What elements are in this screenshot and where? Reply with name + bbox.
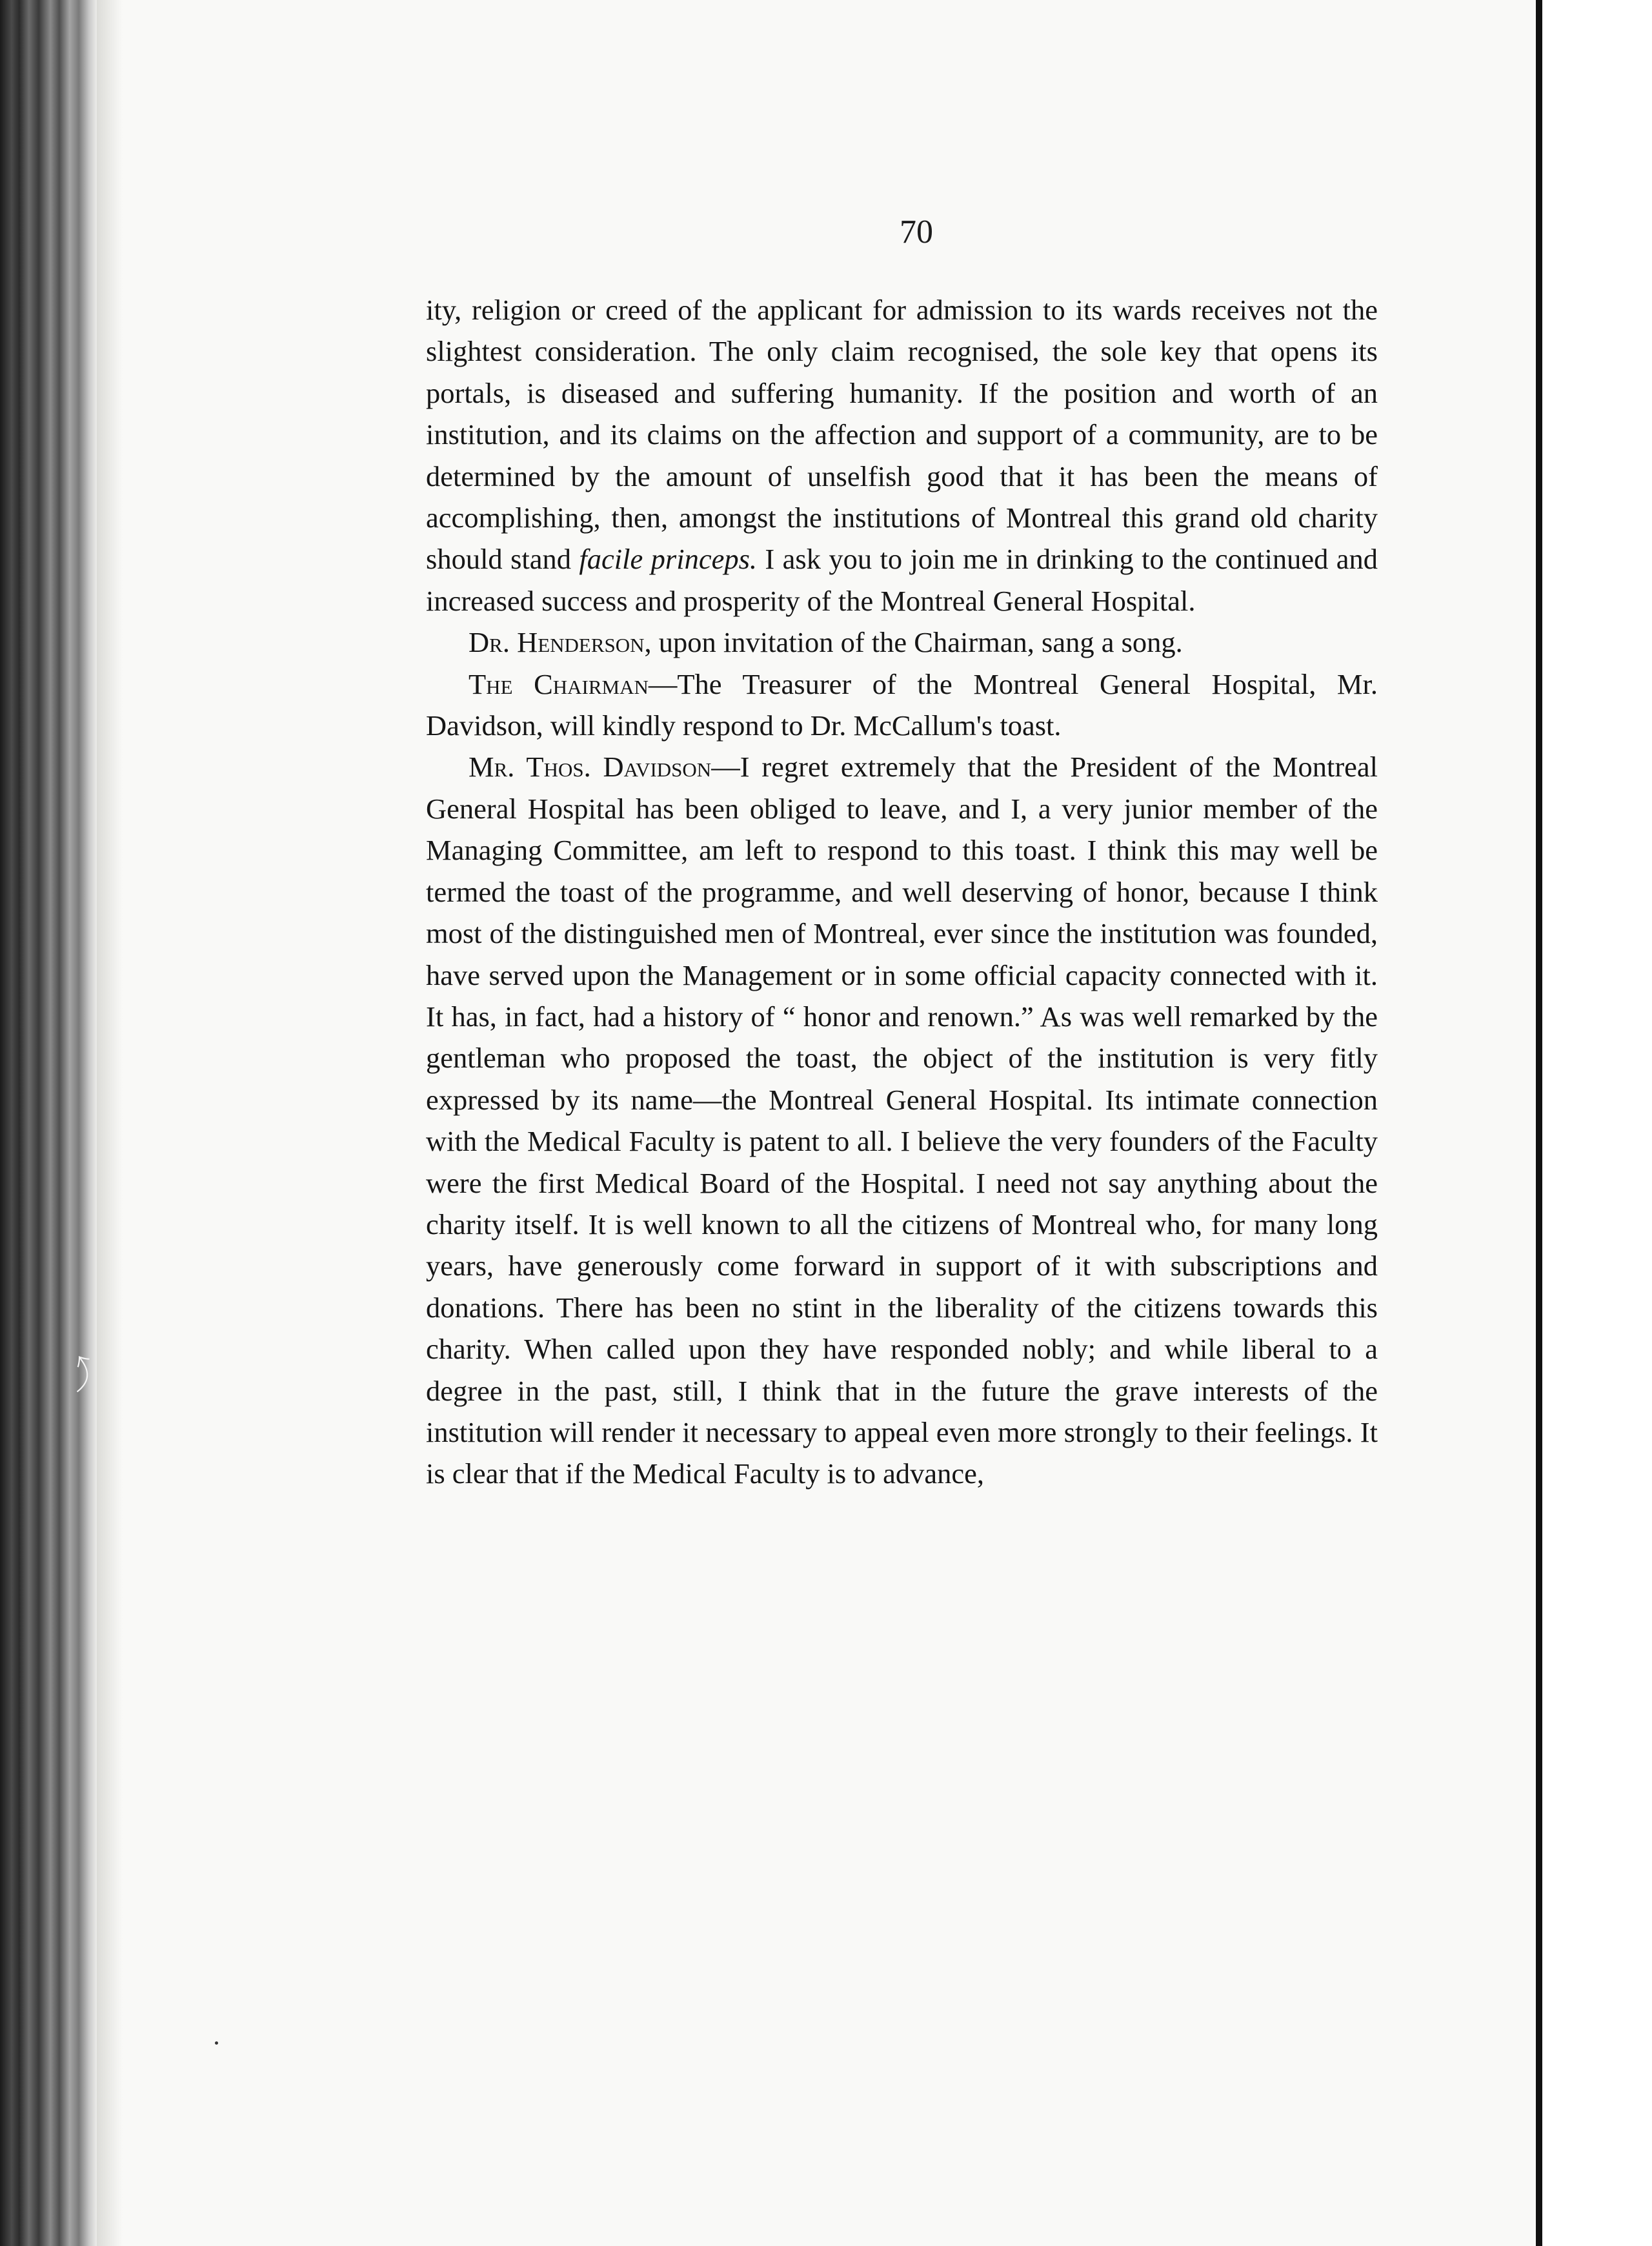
speaker-name: Dr. Henderson, (468, 626, 652, 659)
latin-phrase: facile princeps. (579, 543, 758, 576)
page-number: 70 (900, 214, 933, 250)
speaker-name: Mr. Thos. Davidson (468, 751, 712, 784)
paragraph-text: upon invitation of the Chairman, sang a song. (651, 626, 1183, 659)
paragraph-henderson (426, 622, 1378, 663)
speaker-name: The Chairman (468, 667, 649, 700)
gutter-shadow (97, 0, 123, 2246)
paragraph-chairman (426, 663, 1378, 747)
paragraph-continuation (426, 289, 1378, 622)
pencil-arrow-mark-icon: ⤴ (58, 1350, 105, 1397)
book-spine-edge (0, 0, 97, 2246)
right-border-rule (1536, 0, 1542, 2246)
paragraph-text: —The Treasurer of the Montreal General Hospital, Mr. Davidson, will kindly respond to Dr. McCallum's toast. (426, 667, 1378, 742)
paragraph-text-tail: I ask you to join me in drinking to the continued and increased success and prosperity of the Montreal General Hospital. (426, 543, 1378, 617)
right-margin (1542, 0, 1652, 2246)
page-body (426, 289, 1378, 1495)
ink-speck (215, 2041, 218, 2045)
paragraph-text: ity, religion or creed of the applicant for admission to its wards receives not the slightest consideration. The only claim recognised, the sole key that opens its portals, is diseased and suffering humanity. If the position and worth of an institution, and its claims on the affection and support of a community, are to be determined by the amount of unselfish good that it has been the means of accomplishing, then, amongst the institutions of Montreal this grand old charity should stand (426, 294, 1378, 576)
paragraph-text: —I regret extremely that the President of the Montreal General Hospital has been obliged to leave, and I, a very junior member of the Managing Committee, am left to respond to this toast. I think this may well be termed the toast of the programme, and well deserving of honor, because I think most of the distinguished men of Montreal, ever since the institution was founded, have served upon the Management or in some official capacity connected with it. It has, in fact, had a history of “ honor and renown.” As was well remarked by the gentleman who proposed the toast, the object of the institution is very fitly expressed by its name—the Montreal General Hospital. Its intimate connection with the Medical Faculty is patent to all. I believe the very founders of the Faculty were the first Medical Board of the Hospital. I need not say anything about the charity itself. It is well known to all the citizens of Montreal who, for many long years, have generously come forward in support of it with subscriptions and donations. There has been no stint in the liberality of the citizens towards this charity. When called upon they have responded nobly; and while liberal to a degree in the past, still, I think that in the future the grave interests of the institution will render it necessary to appeal even more strongly to their feelings. It is clear that if the Medical Faculty is to advance, (426, 751, 1378, 1490)
paragraph-davidson (426, 746, 1378, 1494)
